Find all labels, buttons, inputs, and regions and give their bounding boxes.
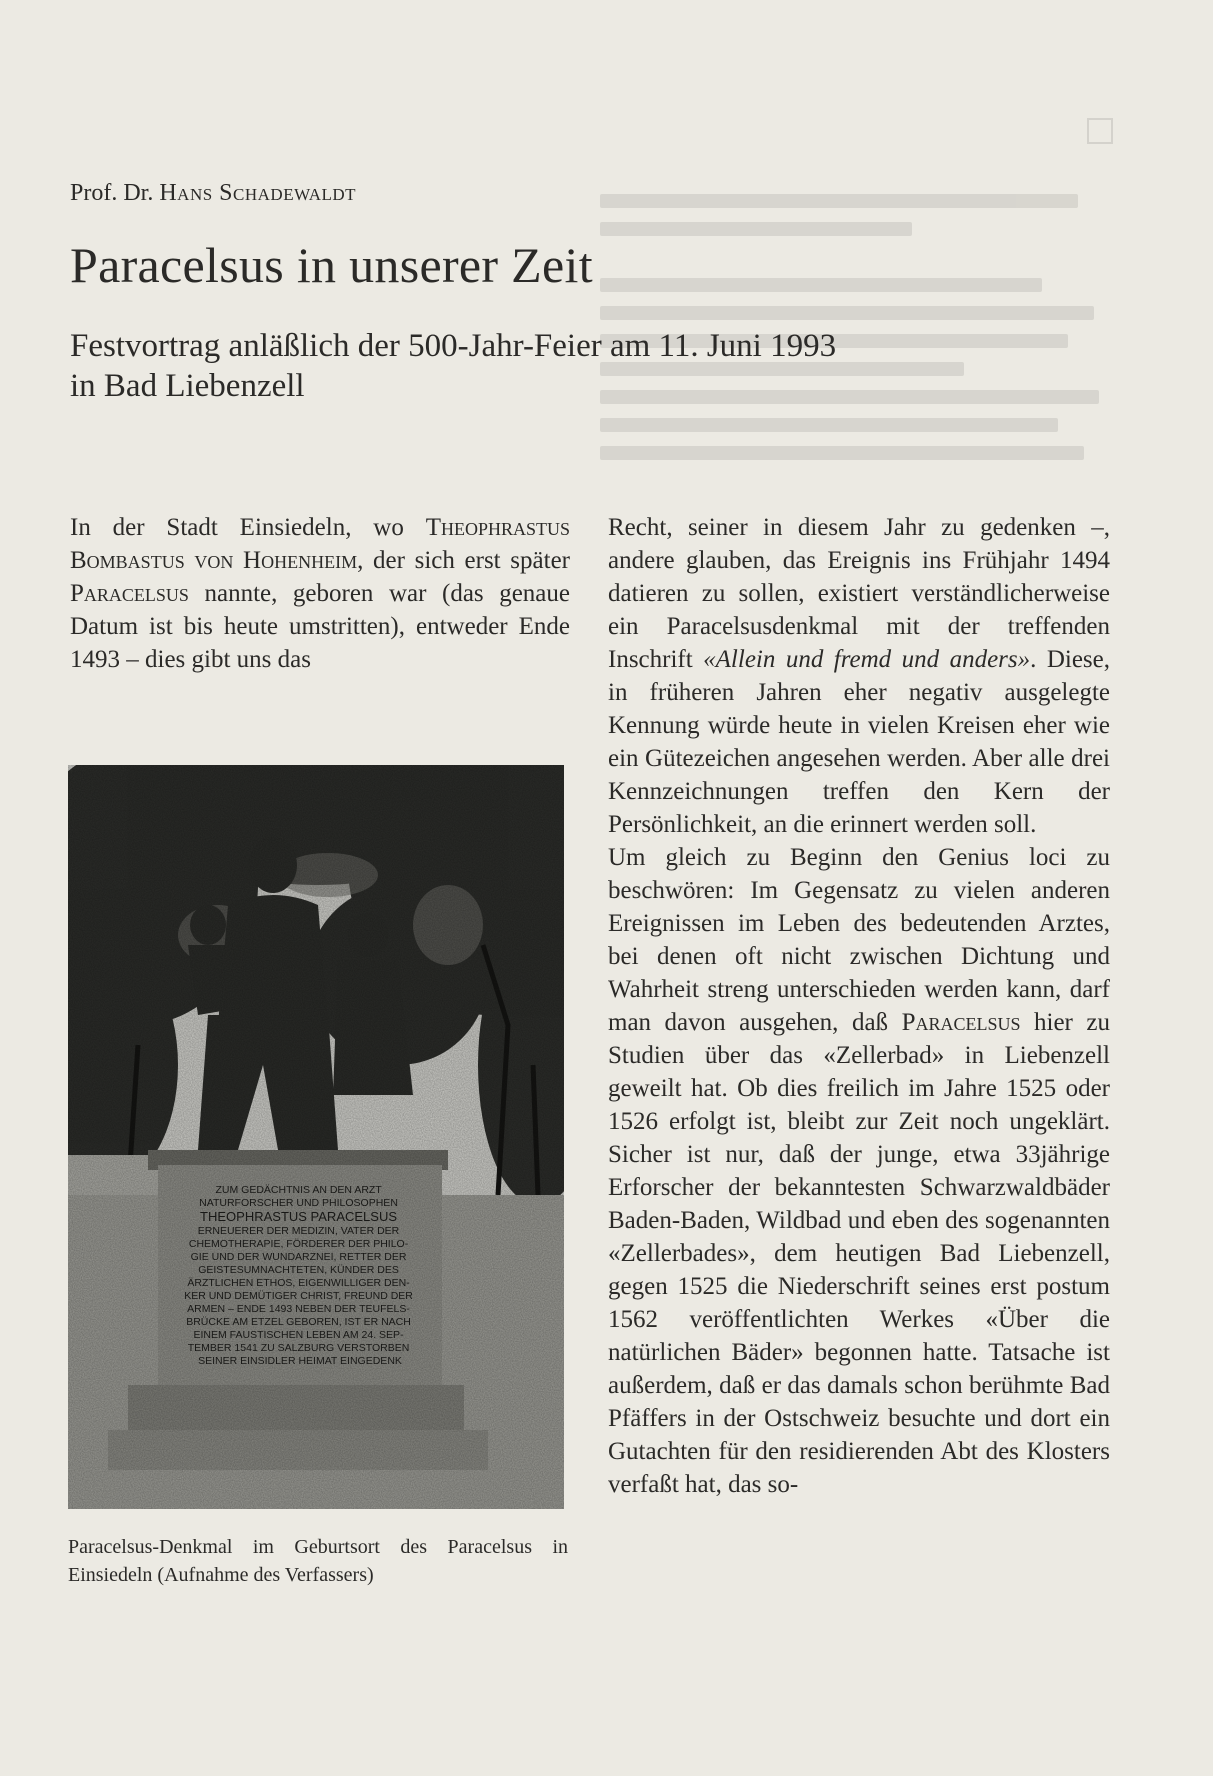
article-title: Paracelsus in unserer Zeit — [70, 237, 593, 293]
right-paragraph-1 — [608, 511, 1110, 841]
text-run: . Diese, in früheren Jahren eher negativ ausgelegte Kennung würde heute in vielen Kreisen eher wie ein Gütezeichen angesehen werden. Aber alle drei Kennzeichnungen treffen den Kern der Persönlichkeit, an die erinnert werden soll. — [608, 646, 1110, 838]
text-run: Um gleich zu Beginn den Genius loci zu beschwören: Im Gegensatz zu vielen anderen Ereignissen im Leben des bedeutenden Arztes, bei denen oft nicht zwischen Dichtung und Wahrheit streng unterschieden werden kann, darf man davon ausgehen, daß — [608, 844, 1110, 1036]
author-prefix: Prof. Dr. — [70, 180, 154, 206]
left-paragraph — [70, 511, 570, 676]
text-run: nannte, geboren war (das genaue Datum ist bis heute umstritten), entweder Ende 1493 – dies gibt uns das — [70, 580, 570, 673]
right-paragraph-2 — [608, 841, 1110, 1501]
article-subtitle — [70, 326, 970, 406]
name-paracelsus: Paracelsus — [901, 1009, 1021, 1036]
monument-photo — [68, 765, 564, 1509]
name-paracelsus: Paracelsus — [70, 580, 189, 607]
text-run: In der Stadt Einsiedeln, wo — [70, 514, 426, 541]
inscription-quote: «Allein und fremd und anders» — [703, 646, 1031, 673]
author-name: Hans Schadewaldt — [159, 180, 357, 206]
subtitle-line-1: Festvortrag anläßlich der 500-Jahr-Feier am 11. Juni 1993 — [70, 328, 837, 364]
bleed-through-page-number — [1087, 118, 1113, 144]
text-run: Recht, seiner in diesem Jahr zu gedenken –, andere glauben, das Ereignis ins Frühjahr 1494 datieren zu sollen, existiert verständlicherweise ein Paracelsusdenkmal mit der treffenden Inschrift — [608, 514, 1110, 673]
right-column — [608, 511, 1110, 1501]
text-run: hier zu Studien über das «Zellerbad» in Liebenzell geweilt hat. Ob dies freilich im Jahre 1525 oder 1526 erfolgt ist, bleibt zur Zeit noch ungeklärt. Sicher ist nur, daß der junge, etwa 33jährige Erforscher der bekanntesten Schwarzwaldbäder Baden-Baden, Wildbad und eben des sogenannten «Zellerbades», dem heutigen Bad Liebenzell, gegen 1525 die Niederschrift seines erst postum 1562 veröffentlichten Werkes «Über die natürlichen Bäder» begonnen hatte. Tatsache ist außerdem, daß er das damals schon berühmte Bad Pfäffers in der Ostschweiz besuchte und dort ein Gutachten für den residierenden Abt des Klosters verfaßt hat, das so- — [608, 1009, 1110, 1498]
author-line — [70, 180, 356, 207]
figure-caption: Paracelsus-Denkmal im Geburtsort des Paracelsus in Einsiedeln (Aufnahme des Verfassers) — [68, 1536, 568, 1586]
name-theophrastus: Theophrastus Bombastus von Hohenheim — [70, 514, 570, 574]
left-column — [70, 511, 570, 676]
text-run: , der sich erst später — [357, 547, 570, 574]
subtitle-line-2: in Bad Liebenzell — [70, 368, 305, 404]
